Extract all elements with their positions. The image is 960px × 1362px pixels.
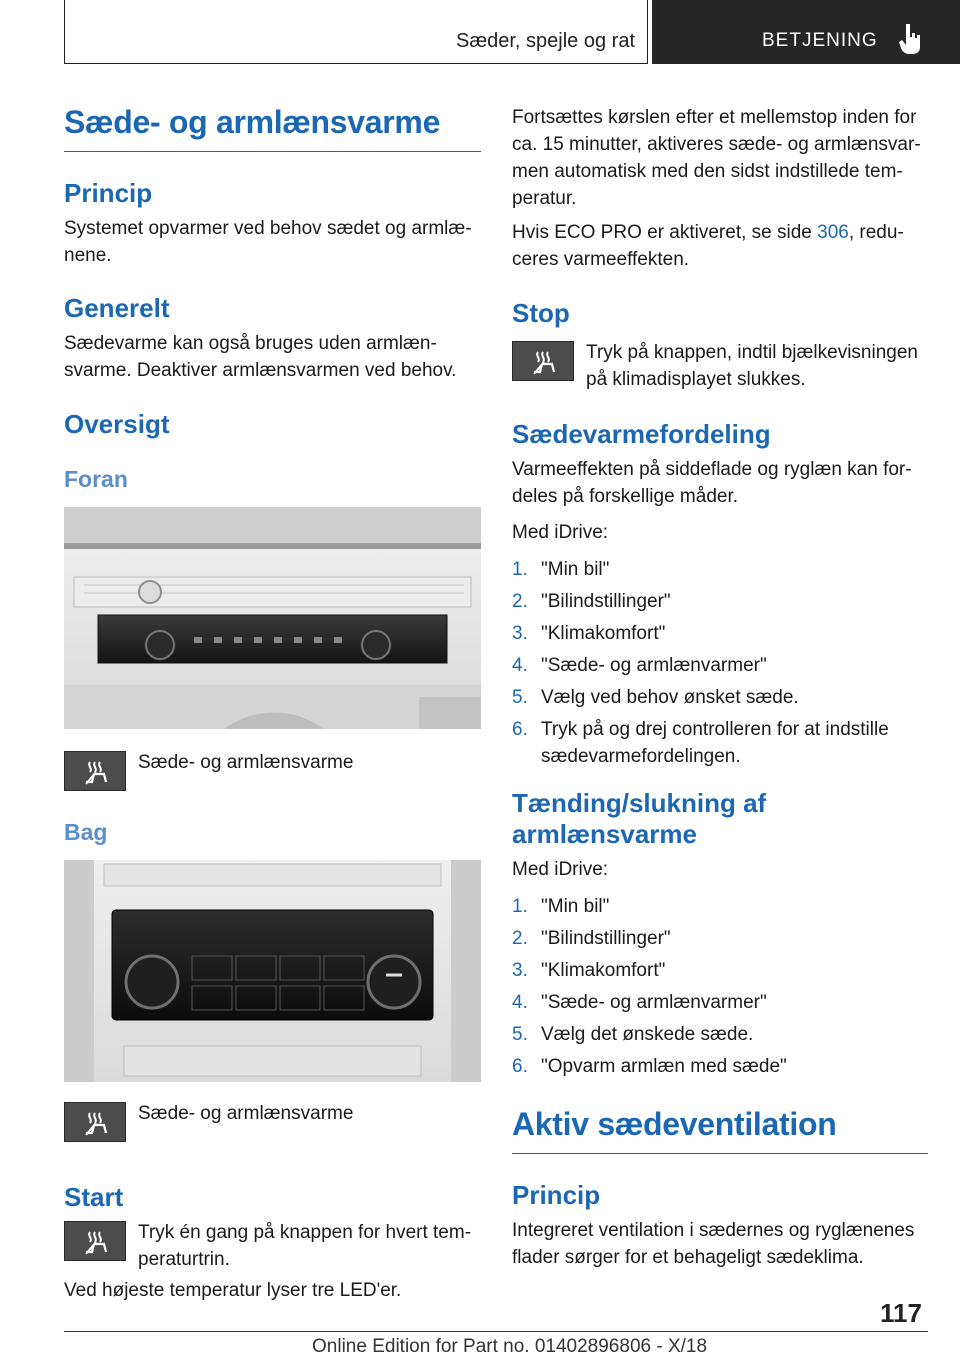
generelt-text: Sædevarme kan også bruges uden armlæn-svarme. Deaktiver armlænsvarmen ved behov. — [64, 333, 457, 381]
princip2-heading: Princip — [512, 1180, 601, 1210]
fordeling-text: Varmeeffekten på siddeflade og ryglæn kan for-deles på forskellige måder. — [512, 459, 912, 507]
seat-heating-button-icon — [64, 751, 126, 791]
seat-heating-button-icon — [64, 1221, 126, 1261]
stop-heading: Stop — [512, 298, 570, 328]
seat-heating-icon — [82, 1109, 110, 1137]
aktiv-title: Aktiv sædeventilation — [512, 1106, 928, 1154]
med-idrive-2: Med iDrive: — [512, 859, 609, 880]
stop-text: Tryk på knappen, indtil bjælkevisningen på klimadisplayet slukkes. — [586, 342, 918, 390]
oversigt-heading: Oversigt — [64, 409, 170, 439]
page-number: 117 — [880, 1298, 922, 1328]
header-frame — [64, 0, 648, 64]
page-306-link[interactable]: 306 — [817, 222, 849, 243]
rear-panel-illustration — [64, 860, 481, 1082]
princip-text: Systemet opvarmer ved behov sædet og armlæ-nene. — [64, 218, 472, 266]
start-text: Tryk én gang på knappen for hvert tem-peraturtrin. — [138, 1222, 472, 1270]
front-climate-panel-photo — [64, 507, 481, 729]
eco-text-after: , redu-ceres varmeeffekten. — [512, 222, 904, 270]
left-column — [64, 104, 481, 1304]
generelt-heading: Generelt — [64, 293, 170, 323]
front-caption: Sæde- og armlænsvarme — [138, 752, 354, 773]
list-item: 3. "Klimakomfort" — [512, 960, 666, 981]
rear-climate-panel-photo — [64, 860, 481, 1082]
taending-heading: Tænding/slukning af armlænsvarme — [512, 788, 767, 849]
list-item: 6. Tryk på og drej controlleren for at indstille sædevarmefordelingen. — [512, 719, 889, 767]
eco-pro-text — [512, 219, 928, 273]
list-item: 1. "Min bil" — [512, 896, 610, 917]
intro-text: Fortsættes kørslen efter et mellemstop inden for ca. 15 minutter, aktiveres sæde- og armlænsvar-men automatisk med den sidst indstillede tem-peratur. — [512, 107, 921, 209]
start-heading: Start — [64, 1182, 124, 1212]
main-title: Sæde- og armlænsvarme — [64, 104, 481, 152]
seat-heating-icon — [82, 1228, 110, 1256]
footer-edition: Online Edition for Part no. 01402896806 - X/18 — [312, 1336, 708, 1357]
header-chapter-tab — [652, 0, 960, 64]
seat-heating-button-icon — [512, 341, 574, 381]
right-column — [512, 104, 928, 1271]
front-seat-heat-caption-row — [64, 751, 481, 791]
eco-text-before: Hvis ECO PRO er aktiveret, se side — [512, 222, 818, 243]
princip2-text: Integreret ventilation i sædernes og ryglænenes flader sørger for et behageligt sædeklima. — [512, 1220, 915, 1268]
front-panel-illustration — [64, 507, 481, 729]
list-item: 2. "Bilindstillinger" — [512, 591, 671, 612]
list-item: 5. Vælg ved behov ønsket sæde. — [512, 687, 799, 708]
list-item: 4. "Sæde- og armlænvarmer" — [512, 992, 767, 1013]
header-section-title: Sæder, spejle og rat — [456, 30, 635, 52]
bag-heading: Bag — [64, 819, 108, 845]
med-idrive-1: Med iDrive: — [512, 522, 609, 543]
princip-heading: Princip — [64, 178, 153, 208]
foran-heading: Foran — [64, 466, 128, 492]
list-item: 4. "Sæde- og armlænvarmer" — [512, 655, 767, 676]
list-item: 3. "Klimakomfort" — [512, 623, 666, 644]
seat-heating-icon — [82, 758, 110, 786]
start-led-text: Ved højeste temperatur lyser tre LED'er. — [64, 1280, 402, 1301]
list-item: 1. "Min bil" — [512, 559, 610, 580]
header-chapter-label: BETJENING — [762, 30, 878, 51]
seat-heating-button-icon — [64, 1102, 126, 1142]
seat-heating-icon — [530, 348, 558, 376]
start-row — [64, 1221, 481, 1273]
stop-row — [512, 341, 928, 393]
list-item: 5. Vælg det ønskede sæde. — [512, 1024, 754, 1045]
list-item: 2. "Bilindstillinger" — [512, 928, 671, 949]
pointing-hand-icon — [898, 22, 924, 56]
list-item: 6. "Opvarm armlæn med sæde" — [512, 1056, 787, 1077]
rear-caption: Sæde- og armlænsvarme — [138, 1103, 354, 1124]
steps-list-1 — [512, 556, 928, 770]
rear-seat-heat-caption-row — [64, 1102, 481, 1142]
footer-divider — [64, 1331, 928, 1332]
fordeling-heading: Sædevarmefordeling — [512, 419, 771, 449]
steps-list-2 — [512, 893, 928, 1080]
